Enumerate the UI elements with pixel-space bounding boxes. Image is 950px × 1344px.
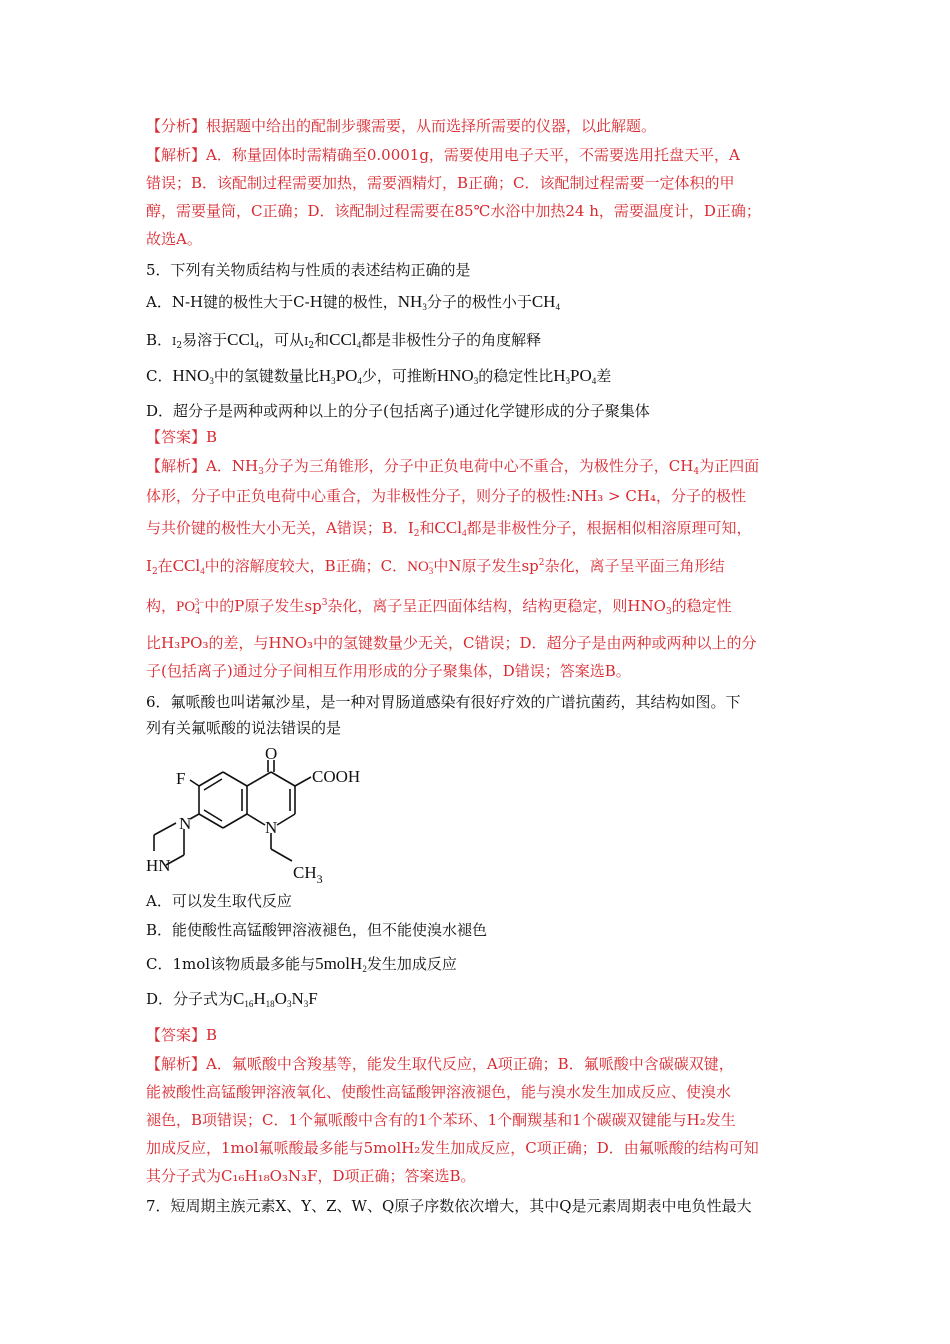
q5-answer [146, 427, 217, 447]
solution2-tag: 【解析】 [146, 457, 207, 475]
analysis-text: 根据题中给出的配制步骤需要，从而选择所需要的仪器，以此解题。 [206, 117, 657, 135]
formula-ch4: $CH_4$ [531, 292, 560, 312]
formula-ccl4: CCl$_4$ [227, 330, 260, 350]
q6-c-pre: C．1mol该物质最多能与 [146, 955, 316, 973]
q6-stem-1: 6．氟哌酸也叫诺氟沙星，是一种对胃肠道感染有很好疗效的广谱抗菌药，其结构如图。下 [146, 693, 741, 711]
q5-c-mid2: 少，可推断 [361, 367, 437, 385]
solution1-line-4 [146, 229, 202, 249]
fluorine-label: F [176, 769, 186, 788]
s3-5: 其分子式为C₁₆H₁₈O₃N₃F，D项正确；答案选B。 [146, 1167, 476, 1185]
formula-h3po4: $H_3PO_4$ [318, 366, 362, 386]
q5-b-mid1: 易溶于 [182, 331, 228, 349]
q5-option-b [146, 330, 541, 352]
solution3-line-4 [146, 1138, 759, 1158]
solution3-line-1 [146, 1054, 734, 1074]
solution2-line-2 [146, 486, 746, 506]
solution2-line-7 [146, 661, 631, 681]
formula-ccl4: CCl$_4$ [329, 330, 362, 350]
q5-option-d: D．超分子是两种或两种以上的分子(包括离子)通过化学键形成的分子聚集体 [146, 402, 650, 420]
s2-4b: 在 [157, 557, 173, 575]
s2-4a: I [146, 557, 152, 575]
s2-6: 比H₃PO₃的差，与HNO₃中的氢键数量少无关，C错误；D．超分子是由两种或两种以上的分 [146, 634, 757, 652]
s2-4c: 中的溶解度较大，B正确；C． [204, 557, 408, 575]
solution2-line-3: 与共价键的极性大小无关，A错误；B．$I_2$和CCl$_4$都是非极性分子，根据相似相溶原理可知， [146, 518, 752, 539]
formula-i2: $I_2$ [172, 335, 183, 351]
q6-answer [146, 1025, 217, 1045]
q5-option-a [146, 292, 560, 312]
solution1-text-4: 故选A。 [146, 230, 202, 248]
norfloxacin-structure [146, 747, 406, 897]
s3-4: 加成反应，1mol氟哌酸最多能与5molH₂发生加成反应，C项正确；D．由氟哌酸的结构可知 [146, 1139, 759, 1157]
piperazine-n-label: N [179, 814, 192, 833]
s2-1a: A．NH [206, 457, 259, 475]
q6-answer-tag: 【答案】 [146, 1026, 207, 1044]
q5-answer-value: B [206, 428, 218, 446]
solution1-text-2: 错误；B．该配制过程需要加热，需要酒精灯，B正确；C．该配制过程需要一定体积的甲 [146, 174, 735, 192]
q5-b-mid2: ，可从 [259, 331, 305, 349]
s2-5b: 中的P原子发生sp [204, 597, 322, 615]
ch-text: CH [293, 863, 317, 882]
solution2-line-4: $I_2$在CCl$_4$中的溶解度较大，B正确；C．$NO_3^-$中N原子发生$sp^2$杂化，离子呈平面三角形结 [146, 556, 725, 577]
formula-c16h18o3n3f: $C_{16}H_{18}O_3N_3F$ [233, 989, 318, 1009]
s3-3: 褪色，B项错误；C．1个氟哌酸中含有的1个苯环、1个酮羰基和1个碳碳双键能与H₂发生 [146, 1111, 736, 1129]
q5-b-pre: B． [146, 331, 173, 349]
solution1-line-2 [146, 173, 735, 193]
formula-po4-ion: $PO_4^{3-}$ [176, 597, 205, 616]
solution1-line-3 [146, 201, 761, 221]
analysis-line [146, 116, 656, 136]
s2-3b: 和 [419, 519, 435, 537]
solution3-line-2 [146, 1082, 731, 1102]
q6-option-a: A．可以发生取代反应 [146, 892, 292, 910]
s2-7: 子(包括离子)通过分子间相互作用形成的分子聚集体，D错误；答案选B。 [146, 662, 631, 680]
q6-c-post: 发生加成反应 [366, 955, 457, 973]
q5-c-mid1: 中的氢键数量比 [213, 367, 319, 385]
q6-option-c [146, 954, 457, 974]
solution2-line-5: 构，$PO_4^{3-}$中的P原子发生$sp^3$杂化，离子呈正四面体结构，结构更稳定，则$HNO_3$的稳定性 [146, 597, 732, 617]
solution1-line-1 [146, 145, 740, 165]
solution1-text-1: A．称量固体时需精确至0.0001g，需要使用电子天平，不需要选用托盘天平，A [206, 146, 740, 164]
methyl-label [293, 863, 323, 886]
q5-c-post: 差 [596, 367, 612, 385]
q5-b-post: 都是非极性分子的角度解释 [361, 331, 542, 349]
q5-c-pre: C． [146, 367, 173, 385]
q7-stem: 7．短周期主族元素X、Y、Z、W、Q原子序数依次增大，其中Q是元素周期表中电负性最大 [146, 1197, 752, 1215]
formula-ccl4: CCl$_4$ [172, 556, 205, 576]
three-sub: 3 [316, 872, 323, 886]
s2-5a: 构， [146, 597, 177, 615]
solution3-tag: 【解析】 [146, 1055, 207, 1073]
solution3-line-3 [146, 1110, 736, 1130]
q5-option-c [146, 366, 611, 386]
q5-stem: 5．下列有关物质结构与性质的表述结构正确的是 [146, 261, 471, 279]
q5-b-mid3: 和 [314, 331, 330, 349]
q6-d-pre: D．分子式为 [146, 990, 234, 1008]
s3-1: A．氟哌酸中含羧基等，能发生取代反应，A项正确；B．氟哌酸中含碳碳双键， [206, 1055, 734, 1073]
s2-5c: 杂化，离子呈正四面体结构，结构更稳定，则HNO [327, 597, 666, 615]
s2-4e: 杂化，离子呈平面三角形结 [544, 557, 725, 575]
solution2-line-6 [146, 633, 757, 653]
q5-a-pre: A．N-H键的极性大于C-H键的极性， [146, 293, 398, 311]
formula-hno3: $HNO_3$ [436, 366, 479, 386]
s3-2: 能被酸性高锰酸钾溶液氧化、使酸性高锰酸钾溶液褪色，能与溴水发生加成反应、使溴水 [146, 1083, 732, 1101]
solution3-line-5 [146, 1166, 476, 1186]
oxygen-label: O [265, 747, 278, 763]
solution1-text-3: 醇，需要量筒，C正确；D．该配制过程需要在85℃水浴中加热24 h，需要温度计，D正确； [146, 202, 761, 220]
q6-option-b: B．能使酸性高锰酸钾溶液褪色，但不能使溴水褪色 [146, 921, 488, 939]
formula-no3-ion: $NO_3^-$ [407, 557, 434, 576]
s2-3a: 与共价键的极性大小无关，A错误；B．I [146, 519, 414, 537]
formula-hno3: $HNO_3$ [172, 366, 214, 386]
q5-a-mid: 分子的极性小于 [426, 293, 532, 311]
q5-answer-tag: 【答案】 [146, 428, 207, 446]
analysis-tag: 【分析】 [146, 117, 207, 135]
formula-5molh2: 5molH$_2$ [315, 954, 367, 974]
s2-5d: 的稳定性 [671, 597, 732, 615]
formula-nh3: $NH_3$ [397, 292, 427, 312]
q6-stem-2: 列有关氟哌酸的说法错误的是 [146, 719, 342, 737]
s2-1c: 为正四面 [699, 457, 760, 475]
q5-c-mid3: 的稳定性比 [478, 367, 554, 385]
formula-h3po4: $H_3PO_4$ [553, 366, 597, 386]
q6-option-d [146, 989, 318, 1009]
quinolone-n-label: N [265, 818, 278, 837]
s2-1b: 分子为三角锥形，分子中正负电荷中心不重合，为极性分子，CH [263, 457, 694, 475]
hn-label: HN [146, 856, 171, 875]
s2-4d: 中N原子发生sp [433, 557, 539, 575]
formula-ccl4: CCl$_4$ [434, 518, 467, 538]
solution2-line-1: 【解析】A．$NH_3$分子为三角锥形，分子中正负电荷中心不重合，为极性分子，$CH_4$为正四面 [146, 457, 760, 477]
s2-2: 体形，分子中正负电荷中心重合，为非极性分子，则分子的极性:NH₃ > CH₄，分子的极性 [146, 487, 746, 505]
formula-i2: $I_2$ [304, 335, 315, 351]
s2-3c: 都是非极性分子，根据相似相溶原理可知， [466, 519, 752, 537]
cooh-label: COOH [312, 767, 361, 786]
solution1-tag: 【解析】 [146, 146, 207, 164]
q6-answer-value: B [206, 1026, 218, 1044]
